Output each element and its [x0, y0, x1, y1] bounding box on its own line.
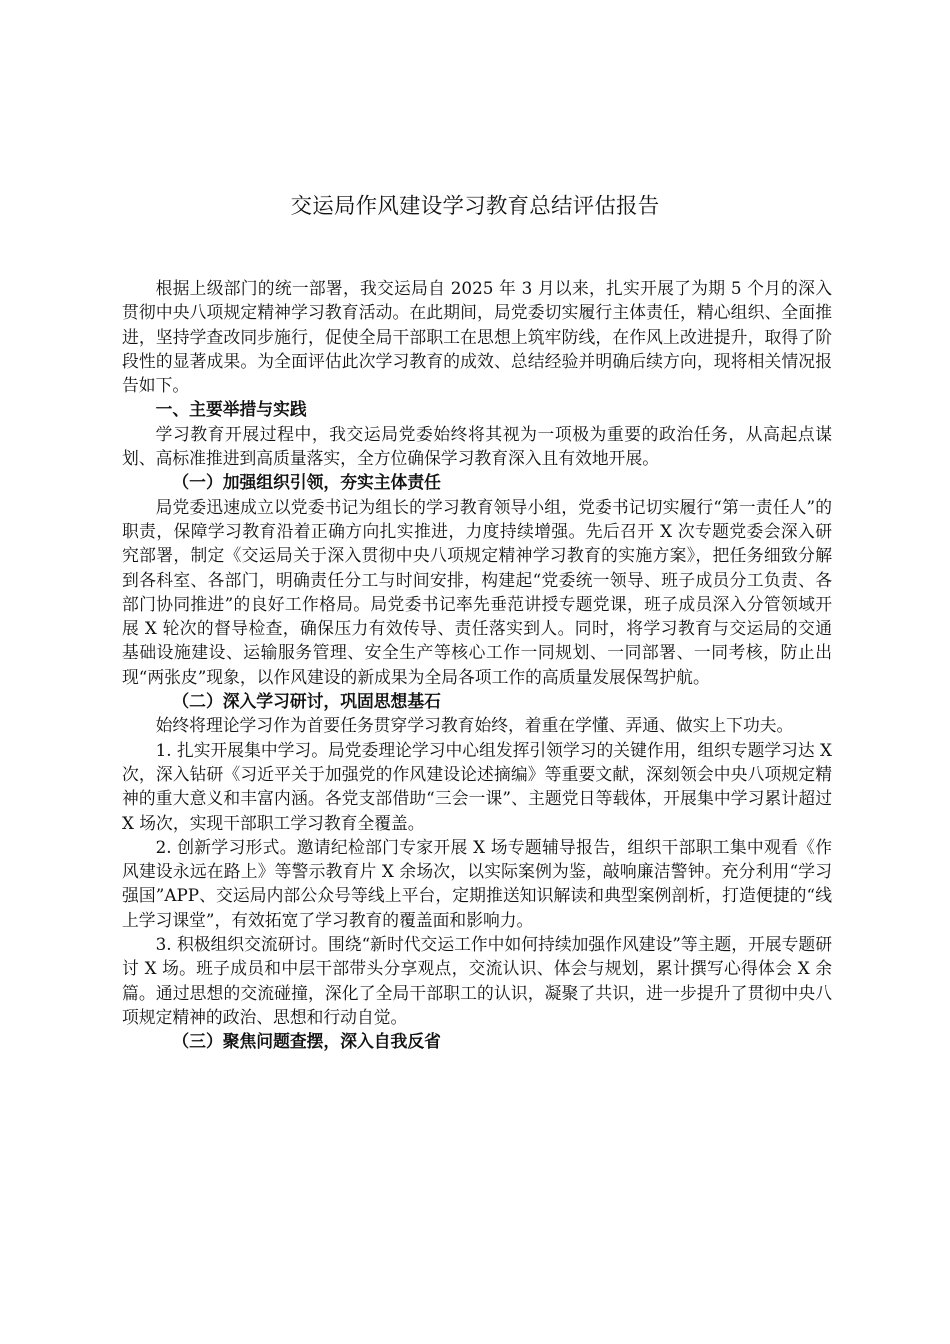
section-1-intro-paragraph: 学习教育开展过程中，我交运局党委始终将其视为一项极为重要的政治任务，从高起点谋划、高标准推进到高质量落实，全方位确保学习教育深入且有效地开展。: [122, 423, 832, 469]
item-3-paragraph: 3. 积极组织交流研讨。围绕“新时代交运工作中如何持续加强作风建设”等主题，开展专题研讨 X 场。班子成员和中层干部带头分享观点，交流认识、体会与规划，累计撰写心得体会 X 余篇。通过思想的交流碰撞，深化了全局干部职工的认识，凝聚了共识，进一步提升了贯彻中央八项规定精神的政治、思想和行动自觉。: [122, 934, 832, 1027]
section-heading-1: 一、主要举措与实践: [155, 399, 307, 420]
subsection-2-intro-paragraph: 始终将理论学习作为首要任务贯穿学习教育始终，着重在学懂、弄通、做实上下功夫。: [155, 715, 794, 736]
item-2-paragraph: 2. 创新学习形式。邀请纪检部门专家开展 X 场专题辅导报告，组织干部职工集中观看《作风建设永远在路上》等警示教育片 X 余场次，以实际案例为鉴，敲响廉洁警钟。充分利用“学习强国”APP、交运局内部公众号等线上平台，定期推送知识解读和典型案例剖析，打造便捷的“线上学习课堂”，有效拓宽了学习教育的覆盖面和影响力。: [122, 836, 832, 930]
subsection-heading-1: （一）加强组织引领，夯实主体责任: [172, 472, 441, 493]
document-body: [122, 276, 832, 1054]
subsection-heading-2: （二）深入学习研讨，巩固思想基石: [172, 691, 441, 712]
intro-paragraph: 根据上级部门的统一部署，我交运局自 2025 年 3 月以来，扎实开展了为期 5 个月的深入贯彻中央八项规定精神学习教育活动。在此期间，局党委切实履行主体责任，精心组织、全面推进，坚持学查改同步施行，促使全局干部职工在思想上筑牢防线，在作风上改进提升，取得了阶段性的显著成果。为全面评估此次学习教育的成效、总结经验并明确后续方向，现将相关情况报告如下。: [122, 278, 832, 396]
document-title: 交运局作风建设学习教育总结评估报告: [290, 194, 660, 219]
subsection-1-paragraph: 局党委迅速成立以党委书记为组长的学习教育领导小组，党委书记切实履行“第一责任人”的职责，保障学习教育沿着正确方向扎实推进，力度持续增强。先后召开 X 次专题党委会深入研究部署，制定《交运局关于深入贯彻中央八项规定精神学习教育的实施方案》，把任务细致分解到各科室、各部门，明确责任分工与时间安排，构建起“党委统一领导、班子成员分工负责、各部门协同推进”的良好工作格局。局党委书记率先垂范讲授专题党课，班子成员深入分管领域开展 X 轮次的督导检查，确保压力有效传导、责任落实到人。同时，将学习教育与交运局的交通基础设施建设、运输服务管理、安全生产等核心工作一同规划、一同部署、一同考核，防止出现“两张皮”现象，以作风建设的新成果为全局各项工作的高质量发展保驾护航。: [122, 496, 832, 687]
item-1-paragraph: 1. 扎实开展集中学习。局党委理论学习中心组发挥引领学习的关键作用，组织专题学习达 X 次，深入钻研《习近平关于加强党的作风建设论述摘编》等重要文献，深刻领会中央八项规定精神的重大意义和丰富内涵。各党支部借助“三会一课”、主题党日等载体，开展集中学习累计超过 X 场次，实现干部职工学习教育全覆盖。: [122, 739, 832, 833]
subsection-heading-3: （三）聚焦问题查摆，深入自我反省: [172, 1031, 441, 1052]
